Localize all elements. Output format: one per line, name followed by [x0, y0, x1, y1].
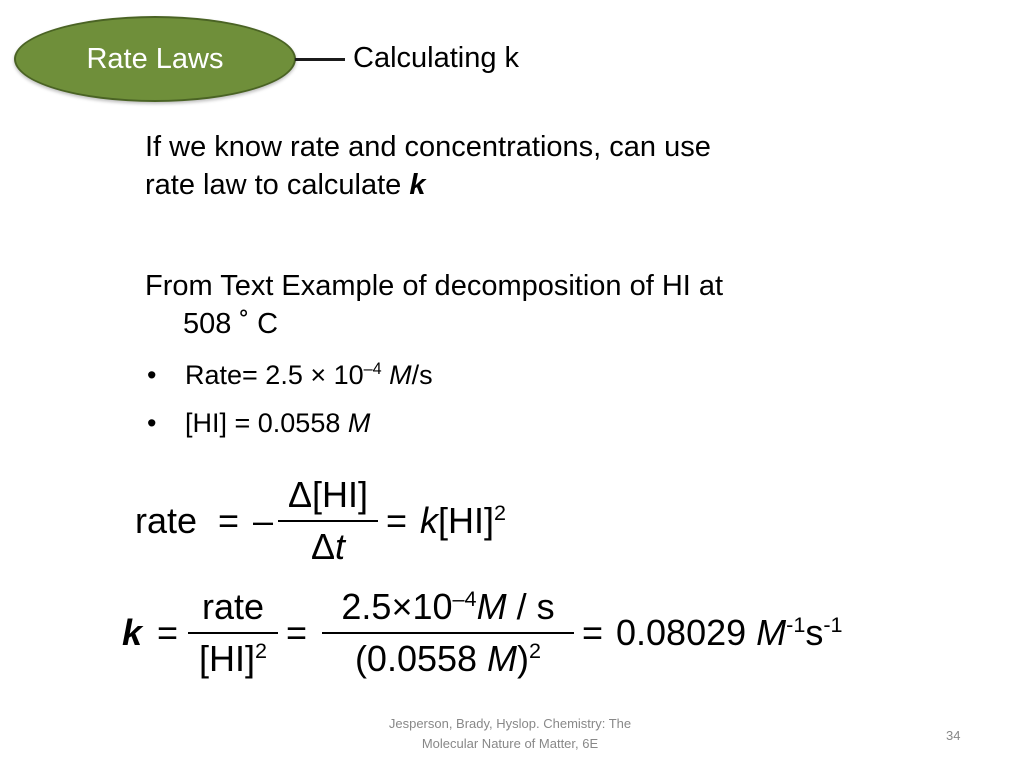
- citation-line1: Jesperson, Brady, Hyslop. Chemistry: The: [388, 716, 632, 731]
- eq1-rhs: [420, 500, 506, 542]
- intro-line1: If we know rate and concentrations, can use: [145, 131, 711, 163]
- eq2-k: k: [122, 612, 143, 653]
- eq1-conc: [HI]: [438, 500, 495, 541]
- eq2-result: 0.08029 $M^{-1}s^{-1}$: [616, 612, 843, 653]
- eq1-fraction: [278, 474, 378, 568]
- eq2-frac1-numerator: rate: [201, 586, 265, 627]
- bullet-conc-unit: M: [347, 408, 371, 438]
- eq2-frac2-denominator: (0.0558 M)$^2$: [354, 638, 542, 679]
- bullet-rate-exp: –4: [363, 360, 382, 378]
- bullet-rate-prefix: Rate= 2.5 × 10: [185, 360, 364, 390]
- page-number: 34: [946, 728, 961, 743]
- eq1-numerator: Δ[HI]: [287, 474, 369, 515]
- bullet-dot: •: [147, 408, 157, 438]
- example-line2: 508 ˚ C: [183, 308, 279, 340]
- eq2-equals-2: =: [286, 612, 308, 653]
- slide-subtitle: Calculating k: [353, 42, 520, 74]
- eq1-denominator: Δt: [310, 526, 346, 567]
- intro-line2-prefix: rate law to calculate: [145, 169, 410, 201]
- section-label: Rate Laws: [86, 42, 224, 75]
- bullet-dot: •: [147, 360, 157, 390]
- bullet-rate-unit-rest: /s: [411, 360, 433, 390]
- bullet-conc: [147, 408, 370, 439]
- eq1-fraction-bar: [278, 520, 378, 522]
- eq1-equals-2: =: [386, 500, 408, 541]
- eq1-minus: –: [253, 500, 274, 541]
- bullet-rate: [147, 360, 433, 391]
- citation: [360, 714, 660, 754]
- eq2-equals-1: =: [157, 612, 179, 653]
- citation-line2: Molecular Nature of Matter, 6E: [421, 736, 599, 751]
- eq2-frac1-bar: [188, 632, 278, 634]
- example-line1: From Text Example of decomposition of HI at: [145, 270, 724, 302]
- eq2-equals-3: =: [582, 612, 604, 653]
- eq1-lhs: rate: [135, 500, 198, 541]
- example-paragraph: [145, 267, 723, 343]
- eq2-frac1-denominator: [HI]$^2$: [198, 638, 268, 679]
- eq1-equals-1: =: [218, 500, 240, 541]
- eq2-frac2-numerator: $2.5\times 10^{-4}M / s$: [341, 586, 555, 627]
- section-oval: [14, 16, 296, 102]
- intro-paragraph: [145, 128, 711, 204]
- eq1-k: k: [420, 500, 438, 541]
- intro-k: k: [409, 169, 426, 201]
- eq2-fraction-2: [322, 586, 574, 680]
- eq2-fraction-1: [188, 586, 278, 680]
- bullet-rate-unit: M: [389, 360, 412, 390]
- eq2-frac2-bar: [322, 632, 574, 634]
- connector-line: [295, 58, 345, 61]
- eq1-exp: 2: [494, 500, 507, 525]
- bullet-conc-prefix: [HI] = 0.0558: [185, 408, 348, 438]
